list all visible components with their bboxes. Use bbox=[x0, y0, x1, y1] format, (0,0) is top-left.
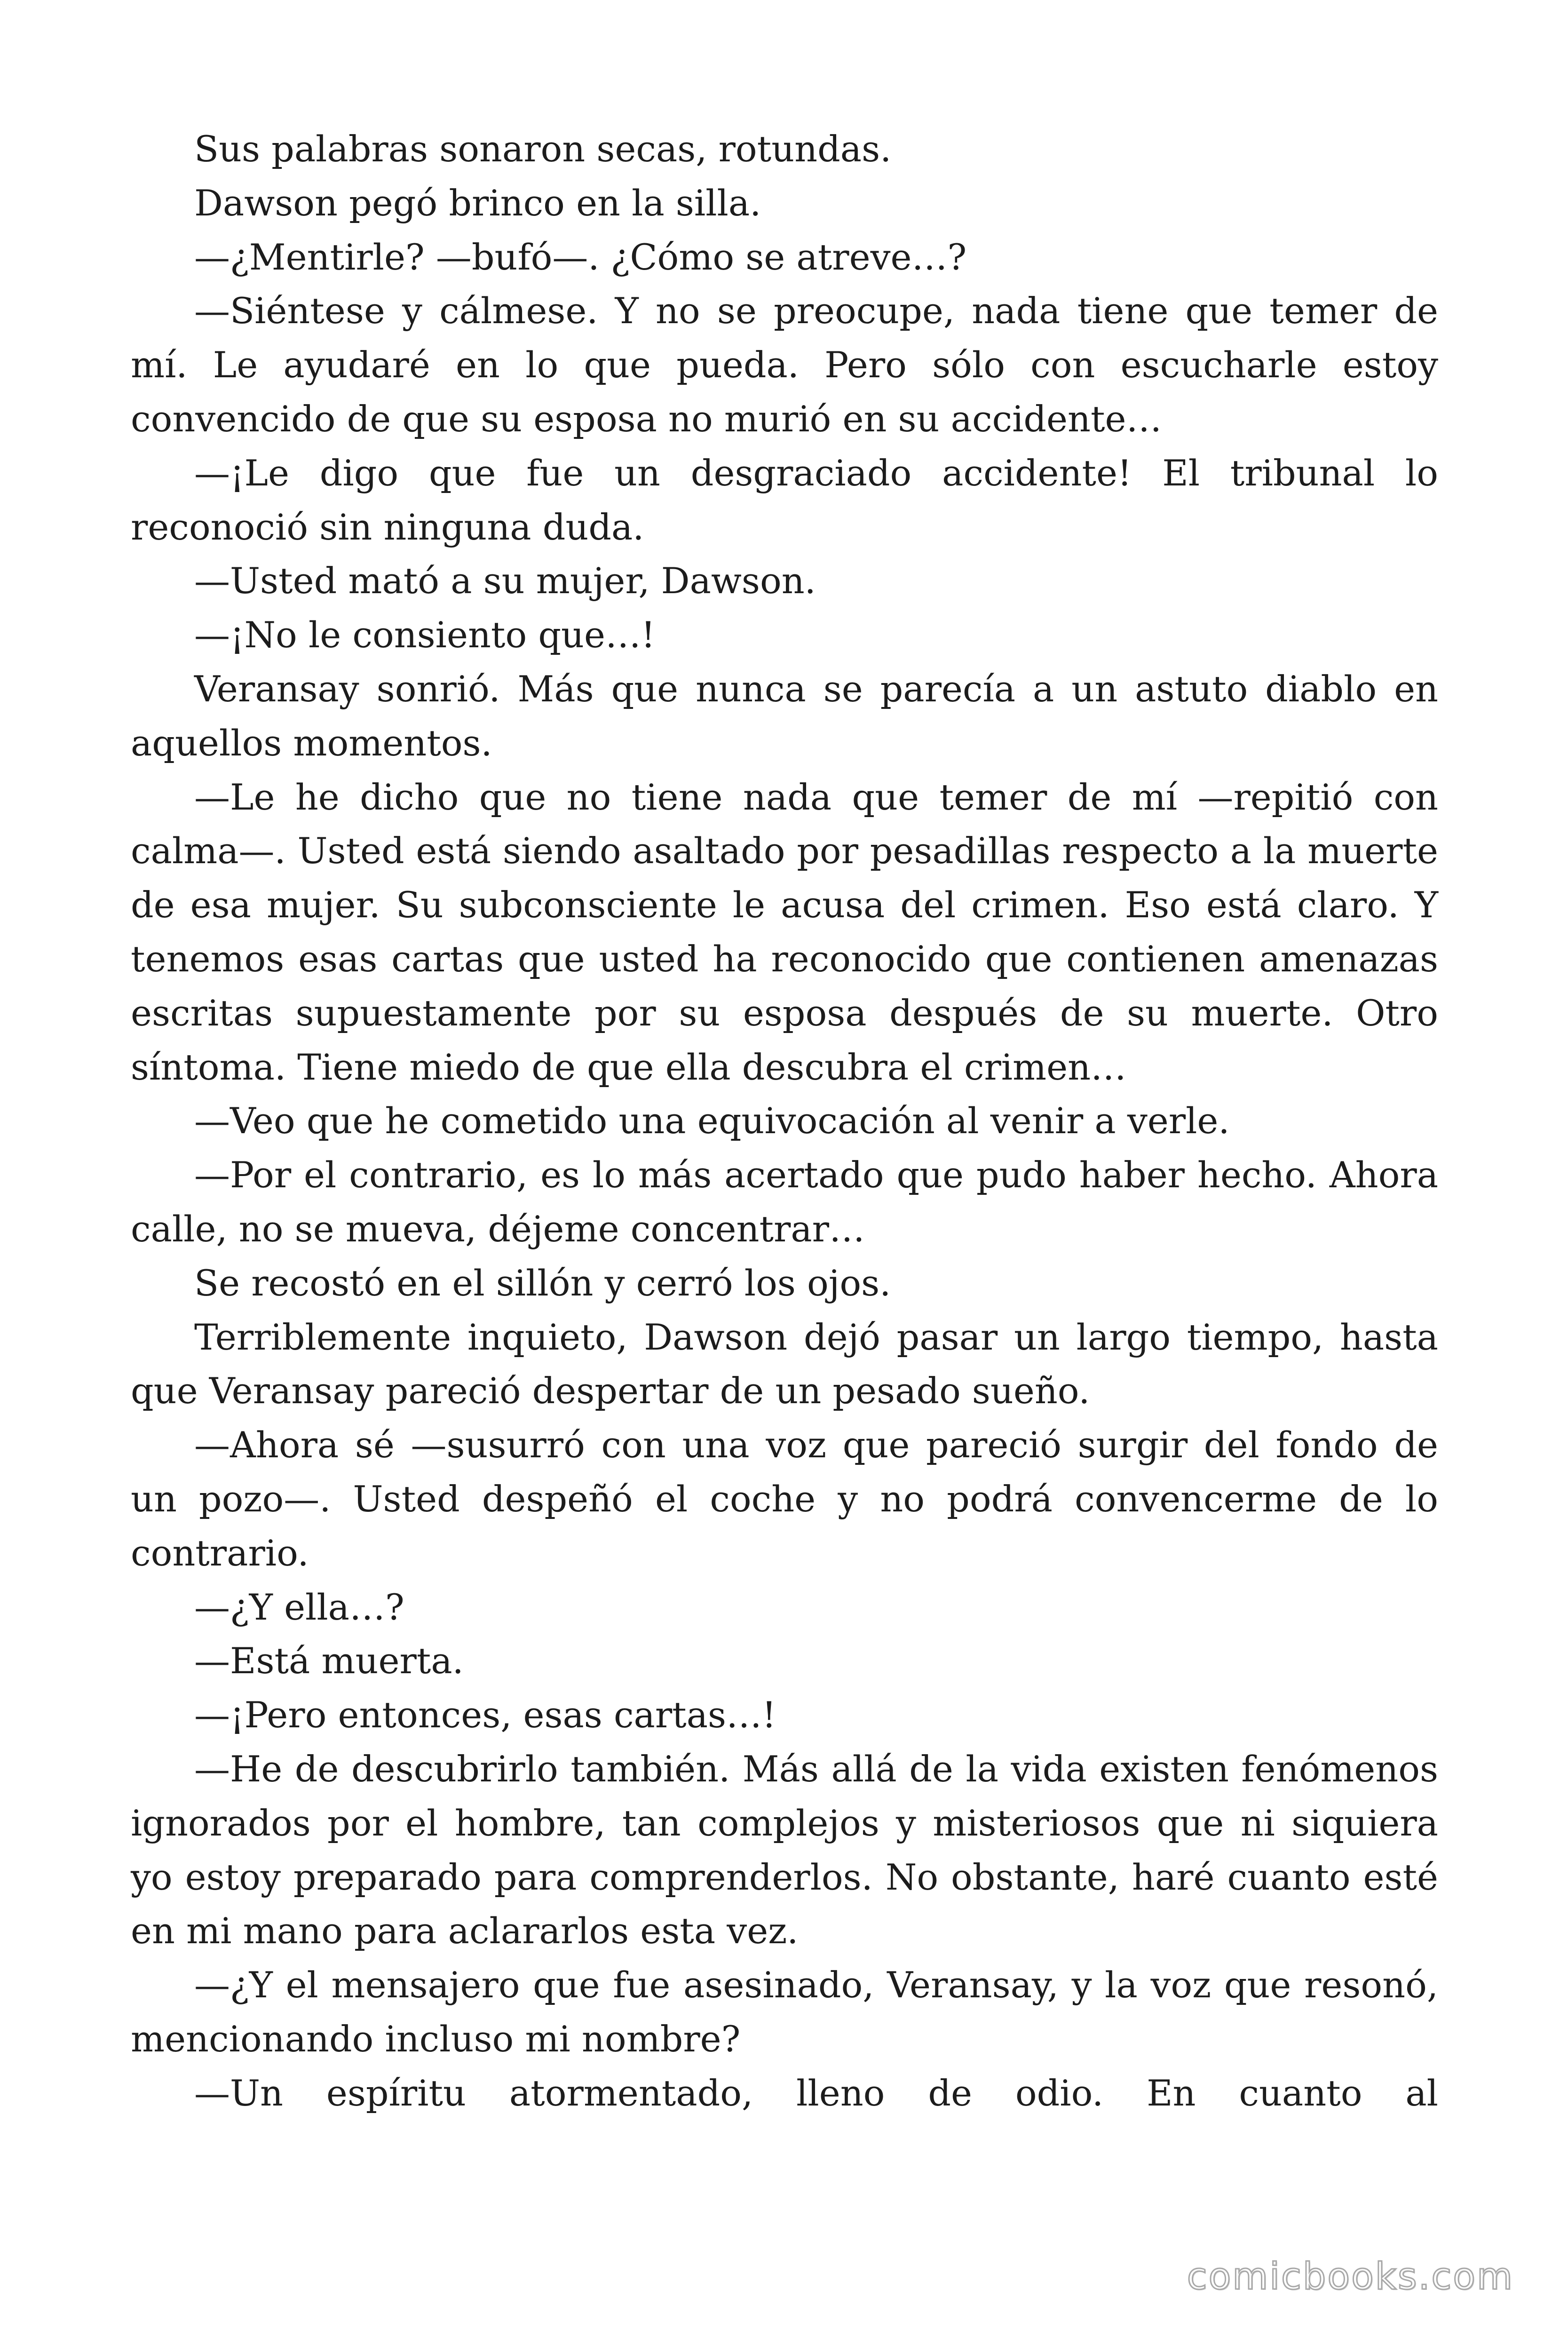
paragraph-11: —Por el contrario, es lo más acertado que pudo haber hecho. Ahora calle, no se mueva, déjeme concentrar… bbox=[131, 1154, 1438, 1250]
paragraph-1: Sus palabras sonaron secas, rotundas. bbox=[194, 128, 892, 170]
paragraph-12: Se recostó en el sillón y cerró los ojos. bbox=[194, 1262, 891, 1304]
paragraph-18: —He de descubrirlo también. Más allá de la vida existen fenómenos ignorados por el hombre, tan complejos y misteriosos que ni siquiera yo estoy preparado para comprenderlos. No obstante, haré cuanto esté en mi mano para aclararlos esta vez. bbox=[131, 1748, 1438, 1952]
paragraph-19: —¿Y el mensajero que fue asesinado, Veransay, y la voz que resonó, mencionando incluso mi nombre? bbox=[131, 1964, 1438, 2060]
paragraph-17: —¡Pero entonces, esas cartas…! bbox=[194, 1694, 776, 1736]
watermark-logo: comicbooks.com bbox=[1187, 2256, 1514, 2298]
paragraph-14: —Ahora sé —susurró con una voz que pareció surgir del fondo de un pozo—. Usted despeñó el coche y no podrá convencerme de lo contrario. bbox=[131, 1424, 1438, 1574]
paragraph-4: —Siéntese y cálmese. Y no se preocupe, nada tiene que temer de mí. Le ayudaré en lo que pueda. Pero sólo con escucharle estoy convencido de que su esposa no murió en su accidente… bbox=[131, 290, 1438, 440]
paragraph-10: —Veo que he cometido una equivocación al venir a verle. bbox=[194, 1100, 1230, 1142]
page-body-text bbox=[131, 122, 1438, 2120]
paragraph-8: Veransay sonrió. Más que nunca se parecía a un astuto diablo en aquellos momentos. bbox=[131, 667, 1438, 764]
paragraph-15: —¿Y ella…? bbox=[194, 1586, 404, 1628]
paragraph-7: —¡No le consiento que…! bbox=[194, 614, 656, 656]
paragraph-13: Terriblemente inquieto, Dawson dejó pasar un largo tiempo, hasta que Veransay pareció despertar de un pesado sueño. bbox=[131, 1316, 1438, 1412]
paragraph-3: —¿Mentirle? —bufó—. ¿Cómo se atreve…? bbox=[194, 236, 967, 278]
paragraph-5: —¡Le digo que fue un desgraciado accidente! El tribunal lo reconoció sin ninguna duda. bbox=[131, 452, 1438, 548]
paragraph-20: —Un espíritu atormentado, lleno de odio. En cuanto al bbox=[194, 2072, 1438, 2114]
paragraph-6: —Usted mató a su mujer, Dawson. bbox=[194, 560, 816, 602]
paragraph-2: Dawson pegó brinco en la silla. bbox=[194, 182, 761, 224]
paragraph-9: —Le he dicho que no tiene nada que temer de mí —repitió con calma—. Usted está siendo asaltado por pesadillas respecto a la muerte de esa mujer. Su subconsciente le acusa del crimen. Eso está claro. Y tenemos esas cartas que usted ha reconocido que contienen amenazas escritas supuestamente por su esposa después de su muerte. Otro síntoma. Tiene miedo de que ella descubra el crimen… bbox=[131, 776, 1438, 1088]
paragraph-16: —Está muerta. bbox=[194, 1640, 464, 1682]
